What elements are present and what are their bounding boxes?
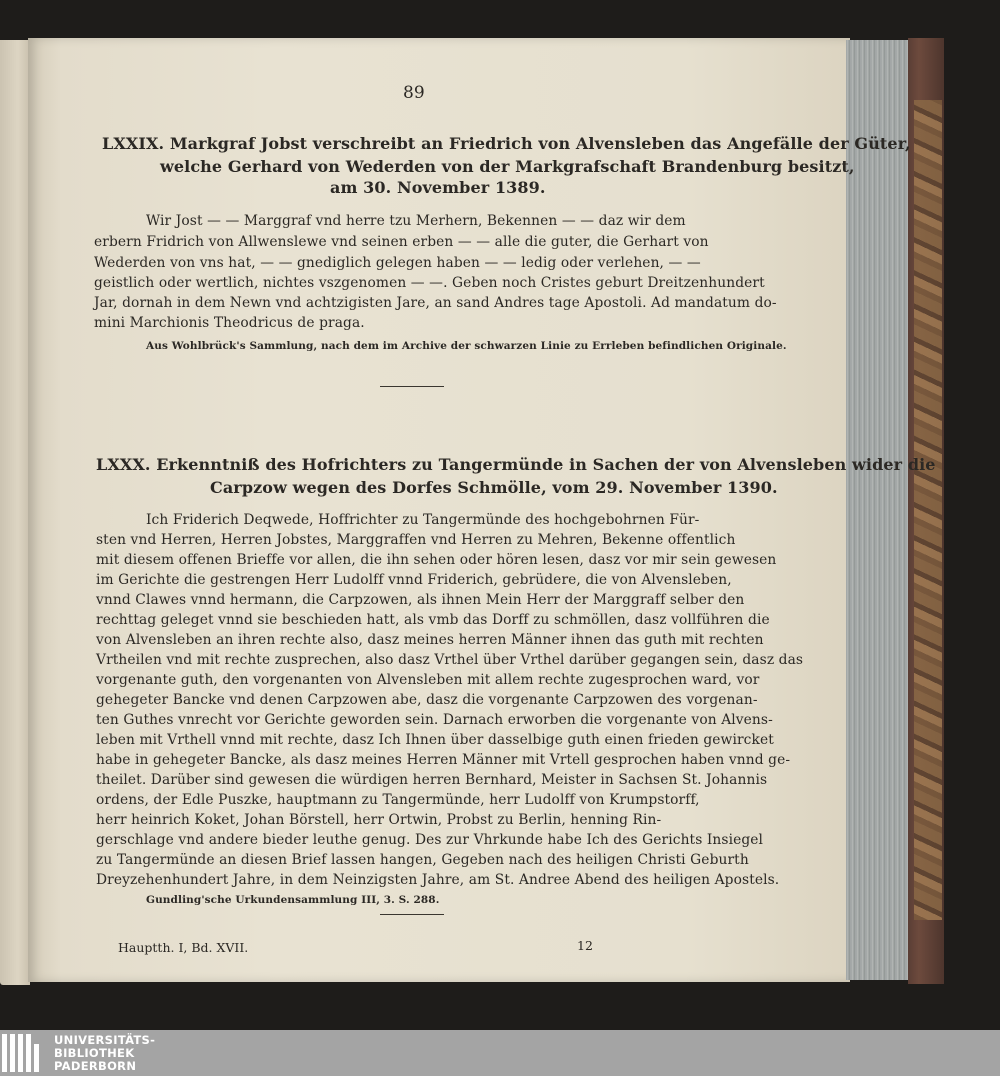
doc2-source: Gundling'sche Urkundensammlung III, 3. S. 288. [146, 894, 440, 906]
doc2-body-line: leben mit Vrthell vnnd mit rechte, dasz Ich Ihnen über dasselbige guth einen frieden gewircket [96, 732, 774, 748]
doc2-body-line: ordens, der Edle Puszke, hauptmann zu Tangermünde, herr Ludolff von Krumpstorff, [96, 792, 700, 808]
doc2-body-line: gerschlage vnd andere bieder leuthe genug. Des zur Vhrkunde habe Ich des Gerichts Insiegel [96, 832, 764, 848]
section-divider [380, 914, 444, 915]
doc2-heading-line: Carpzow wegen des Dorfes Schmölle, vom 29. November 1390. [210, 478, 778, 497]
doc2-body-line: ten Guthes vnrecht vor Gerichte geworden sein. Darnach erworben die vorgenante von Alvens- [96, 712, 773, 728]
library-name-line: BIBLIOTHEK [54, 1046, 135, 1060]
doc2-body-line: Ich Friderich Deqwede, Hoffrichter zu Tangermünde des hochgebohrnen Für- [146, 512, 700, 528]
doc1-body-line: geistlich oder wertlich, nichtes vszgenomen — —. Geben noch Cristes geburt Dreitzenhundert [94, 275, 765, 291]
doc2-body-line: vnnd Clawes vnnd hermann, die Carpzowen, als ihnen Mein Herr der Marggraff selber den [96, 592, 745, 608]
doc1-body-line: Jar, dornah in dem Newn vnd achtzigisten Jare, an sand Andres tage Apostoli. Ad mandatum do- [94, 295, 777, 311]
doc1-source: Aus Wohlbrück's Sammlung, nach dem im Archive der schwarzen Linie zu Errleben befindlichen Originale. [146, 340, 787, 352]
doc1-body-line: Wederden von vns hat, — — gnediglich gelegen haben — — ledig oder verlehen, — — [94, 255, 701, 271]
doc2-body-line: habe in gehegeter Bancke, als dasz meines Herren Männer mit Vrtell gesprochen haben vnnd ge- [96, 752, 791, 768]
doc2-body-line: zu Tangermünde an diesen Brief lassen hangen, Gegeben nach des heiligen Christi Geburth [96, 852, 749, 868]
doc2-body-line: Dreyzehenhundert Jahre, in dem Neinzigsten Jahre, am St. Andree Abend des heiligen Apostels. [96, 872, 780, 888]
doc1-heading-line: am 30. November 1389. [330, 178, 546, 197]
doc1-body-line: erbern Fridrich von Allwenslewe vnd seinen erben — — alle die guter, die Gerhart von [94, 234, 709, 250]
doc1-heading-line: welche Gerhard von Wederden von der Markgrafschaft Brandenburg besitzt, [160, 157, 855, 176]
doc2-body-line: von Alvensleben an ihren rechte also, dasz meines herren Männer ihnen das guth mit rechten [96, 632, 764, 648]
page-edges [846, 40, 916, 980]
doc2-body-line: theilet. Darüber sind gewesen die würdigen herren Bernhard, Meister in Sachsen St. Johannis [96, 772, 768, 788]
doc2-body-line: rechttag geleget vnnd sie beschieden hatt, als vmb das Dorff zu schmöllen, dasz vollführen die [96, 612, 770, 628]
doc1-heading-line: LXXIX. Markgraf Jobst verschreibt an Friedrich von Alvensleben das Angefälle der Güter, [102, 134, 911, 153]
doc1-body-line: Wir Jost — — Marggraf vnd herre tzu Merhern, Bekennen — — daz wir dem [146, 213, 686, 229]
library-footer-bar [0, 1030, 1000, 1076]
page-number: 89 [403, 83, 425, 103]
section-divider [380, 386, 444, 387]
doc1-body-line: mini Marchionis Theodricus de praga. [94, 315, 365, 331]
library-name-line: UNIVERSITÄTS- [54, 1033, 156, 1047]
doc2-body-line: herr heinrich Koket, Johan Börstell, herr Ortwin, Probst zu Berlin, henning Rin- [96, 812, 662, 828]
doc2-body-line: vorgenante guth, den vorgenanten von Alvensleben mit allem rechte zugesprochen ward, vor [96, 672, 760, 688]
page-footer-right: 12 [577, 938, 593, 953]
library-name-line: PADERBORN [54, 1059, 137, 1073]
library-logo-icon [0, 1030, 50, 1076]
doc2-body-line: gehegeter Bancke vnd denen Carpzowen abe, dasz die vorgenante Carpzowen des vorgenan- [96, 692, 758, 708]
doc2-body-line: mit diesem offenen Brieffe vor allen, die ihn sehen oder hören lesen, dasz vor mir sein gewesen [96, 552, 777, 568]
doc2-body-line: im Gerichte die gestrengen Herr Ludolff vnnd Friderich, gebrüdere, die von Alvensleben, [96, 572, 732, 588]
doc2-body-line: Vrtheilen vnd mit rechte zusprechen, also dasz Vrthel über Vrthel darüber gegangen sein, dasz das [96, 652, 804, 668]
marbled-cover [914, 100, 942, 920]
doc2-heading-line: LXXX. Erkenntniß des Hofrichters zu Tangermünde in Sachen der von Alvensleben wider die [96, 455, 936, 474]
doc2-body-line: sten vnd Herren, Herren Jobstes, Marggraffen vnd Herren zu Mehren, Bekenne offentlich [96, 532, 736, 548]
page-footer-left: Hauptth. I, Bd. XVII. [118, 940, 249, 955]
previous-page-edge [0, 40, 30, 985]
